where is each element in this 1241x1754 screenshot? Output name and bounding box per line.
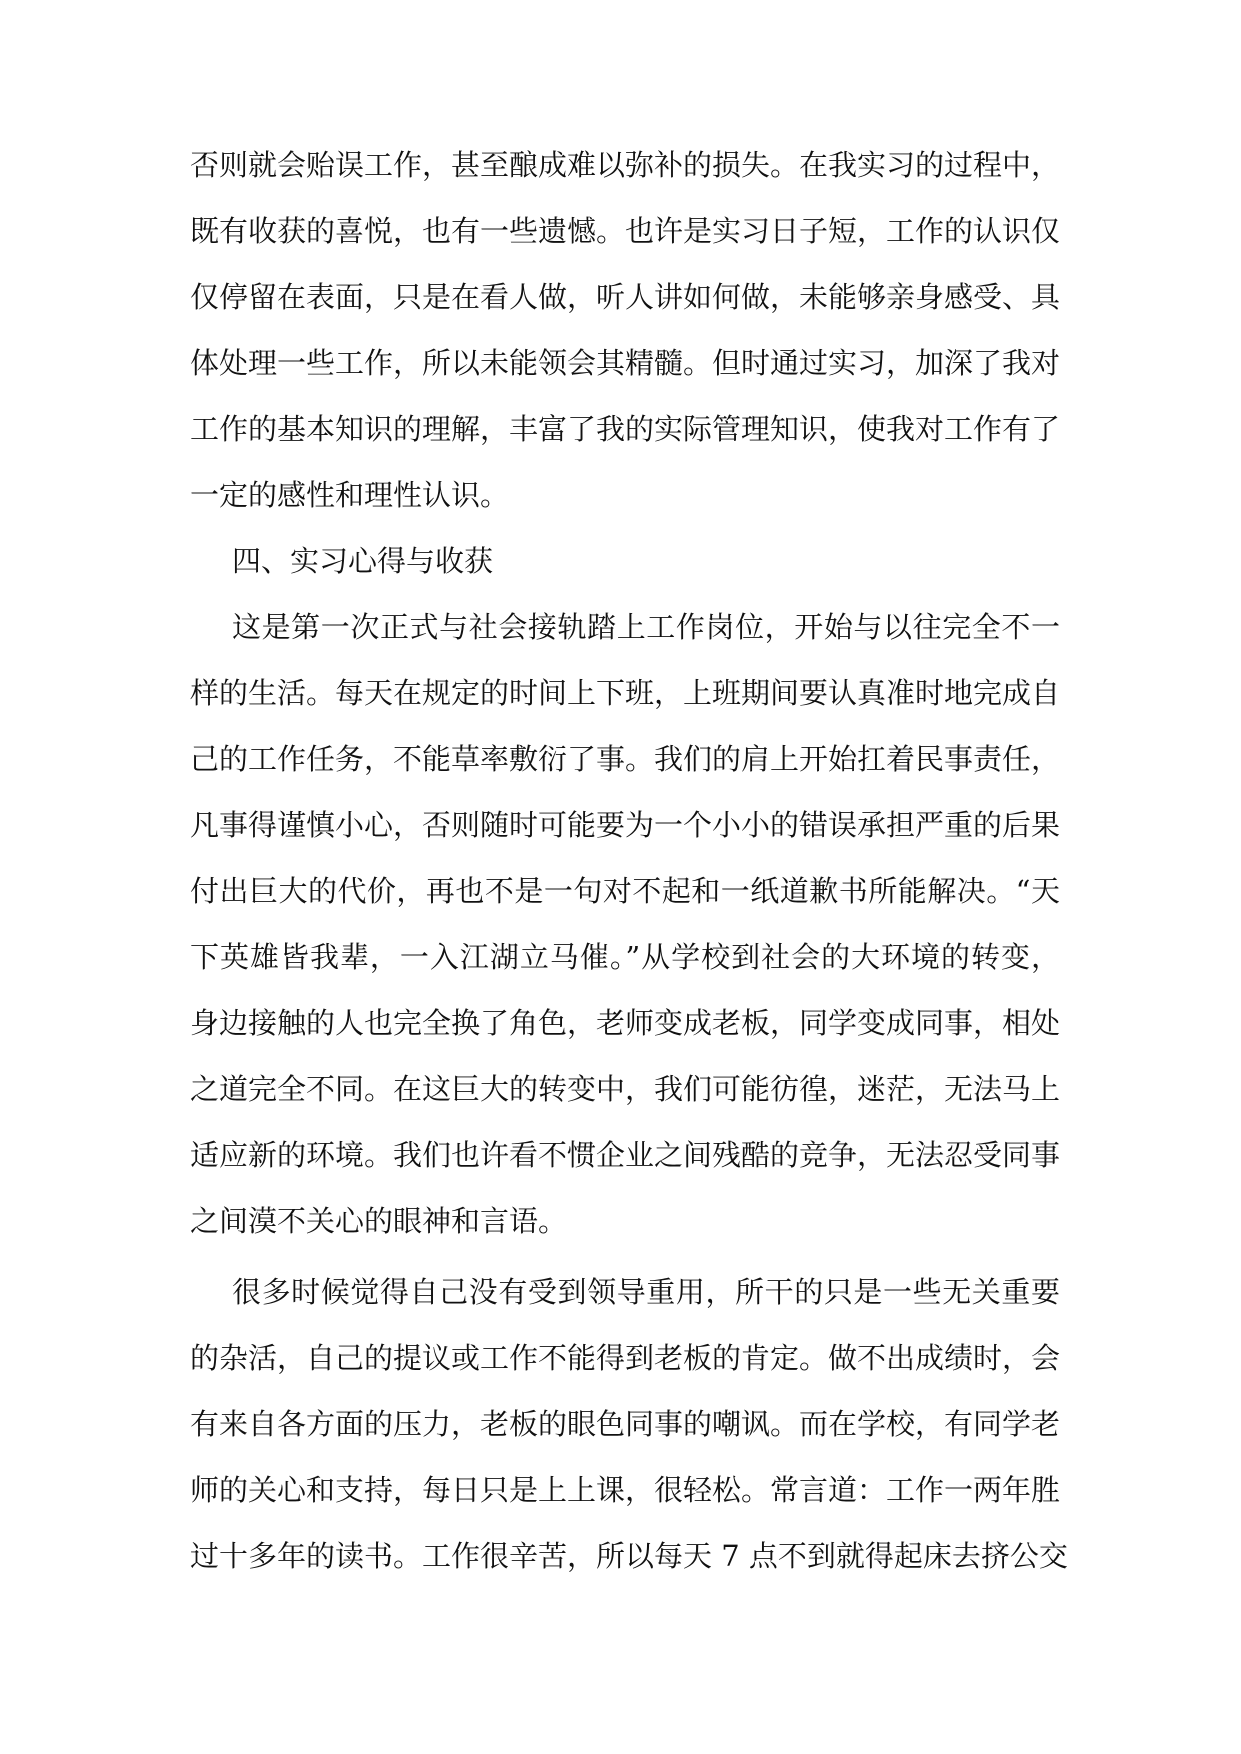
paragraph-1-line-6: 一定的感性和理性认识。 xyxy=(190,478,510,512)
paragraph-2-line-9: 适应新的环境。我们也许看不惯企业之间残酷的竞争，无法忍受同事 xyxy=(190,1138,1061,1172)
paragraph-2-line-10: 之间漠不关心的眼神和言语。 xyxy=(190,1204,568,1238)
paragraph-1-line-1: 否则就会贻误工作，甚至酿成难以弥补的损失。在我实习的过程中， xyxy=(190,148,1061,182)
paragraph-2-line-5: 付出巨大的代价，再也不是一句对不起和一纸道歉书所能解决。“天 xyxy=(190,874,1060,908)
paragraph-2-line-6: 下英雄皆我辈，一入江湖立马催。”从学校到社会的大环境的转变， xyxy=(190,940,1060,974)
paragraph-2-line-4: 凡事得谨慎小心，否则随时可能要为一个小小的错误承担严重的后果 xyxy=(190,808,1061,842)
paragraph-3-line-3: 有来自各方面的压力，老板的眼色同事的嘲讽。而在学校，有同学老 xyxy=(190,1407,1061,1441)
paragraph-1-line-5: 工作的基本知识的理解，丰富了我的实际管理知识，使我对工作有了 xyxy=(190,412,1061,446)
paragraph-3-line-1: 很多时候觉得自己没有受到领导重用，所干的只是一些无关重要 xyxy=(232,1275,1060,1309)
paragraph-3-line-2: 的杂活，自己的提议或工作不能得到老板的肯定。做不出成绩时，会 xyxy=(190,1341,1061,1375)
paragraph-1-line-2: 既有收获的喜悦，也有一些遗憾。也许是实习日子短，工作的认识仅 xyxy=(190,214,1061,248)
paragraph-1-line-4: 体处理一些工作，所以未能领会其精髓。但时通过实习，加深了我对 xyxy=(190,346,1061,380)
paragraph-2-line-3: 己的工作任务，不能草率敷衍了事。我们的肩上开始扛着民事责任， xyxy=(190,742,1061,776)
paragraph-3-line-4: 师的关心和支持，每日只是上上课，很轻松。常言道：工作一两年胜 xyxy=(190,1473,1061,1507)
paragraph-2-line-7: 身边接触的人也完全换了角色，老师变成老板，同学变成同事，相处 xyxy=(190,1006,1061,1040)
paragraph-3-line-5: 过十多年的读书。工作很辛苦，所以每天 7 点不到就得起床去挤公交 xyxy=(190,1539,1068,1573)
section-heading: 四、实习心得与收获 xyxy=(232,544,494,578)
paragraph-2-line-2: 样的生活。每天在规定的时间上下班，上班期间要认真准时地完成自 xyxy=(190,676,1061,710)
paragraph-2-line-8: 之道完全不同。在这巨大的转变中，我们可能彷徨，迷茫，无法马上 xyxy=(190,1072,1061,1106)
paragraph-2-line-1: 这是第一次正式与社会接轨踏上工作岗位，开始与以往完全不一 xyxy=(232,610,1060,644)
paragraph-1-line-3: 仅停留在表面，只是在看人做，听人讲如何做，未能够亲身感受、具 xyxy=(190,280,1061,314)
